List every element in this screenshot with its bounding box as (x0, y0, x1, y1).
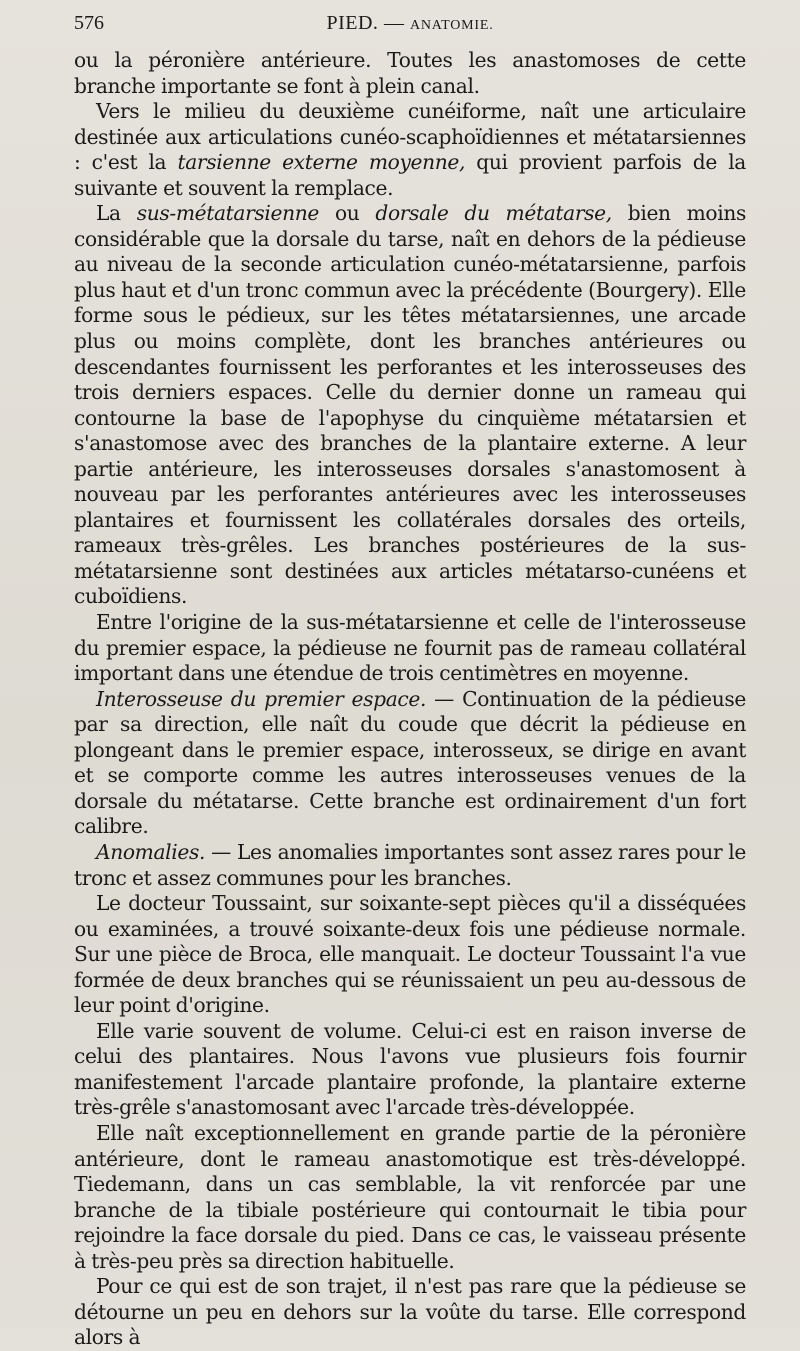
page-number: 576 (74, 12, 104, 34)
paragraph-sus-metatarsienne (74, 201, 746, 610)
paragraph-text: Elle naît exceptionnellement en grande partie de la péronière antérieure, dont le rameau anastomotique est très-développé. Tiedemann, dans un cas semblable, la vit renforcée par une branche de la tibiale postérieure qui contournait le tibia pour rejoindre la face dorsale du pied. Dans ce cas, le vaisseau présente à très-peu près sa direction habituelle. (74, 1120, 746, 1273)
paragraph-continuation (74, 48, 746, 99)
page-header (74, 12, 746, 42)
italic-term: tarsienne externe moyenne, (177, 150, 466, 175)
paragraph-text: ou la péronière antérieure. Toutes les anastomoses de cette branche importante se font à plein canal. (74, 48, 746, 98)
paragraph-text: qui provient parfois de la suivante et souvent la remplace. (74, 150, 746, 200)
paragraph-text: — Continuation de la pédieuse par sa direction, elle naît du coude que décrit la pédieuse en plongeant dans le premier espace, interosseux, se dirige en avant et se comporte comme les autres interosseuses venues de la dorsale du métatarse. Cette branche est ordinairement d'un fort calibre. (74, 686, 746, 839)
paragraph-text: ou (319, 201, 376, 226)
running-head (74, 12, 746, 35)
paragraph-text: Entre l'origine de la sus-métatarsienne et celle de l'interosseuse du premier espace, la pédieuse ne fournit pas de rameau collatéral important dans une étendue de trois centimètres en moyenne. (74, 610, 746, 686)
running-head-title: PIED. (326, 12, 379, 34)
paragraph-text: Pour ce qui est de son trajet, il n'est pas rare que la pédieuse se détourne un peu en dehors sur la voûte du tarse. Elle correspond alors à (74, 1274, 746, 1350)
paragraph-text: — Les anomalies importantes sont assez rares pour le tronc et assez communes pour les branches. (74, 839, 746, 890)
paragraph-text: Le docteur Toussaint, sur soixante-sept pièces qu'il a disséquées ou examinées, a trouvé soixante-deux fois une pédieuse normale. Sur une pièce de Broca, elle manquait. Le docteur Toussaint l'a vue formée de deux branches qui se réunissaient un peu au-dessous de leur point d'origine. (74, 891, 746, 1018)
italic-term: dorsale du métatarse, (375, 201, 612, 226)
paragraph-text: Elle varie souvent de volume. Celui-ci est en raison inverse de celui des plantaires. Nous l'avons vue plusieurs fois fournir manifestement l'arcade plantaire profonde, la plantaire externe très-grêle s'anastomosant avec l'arcade très-développée. (74, 1018, 746, 1120)
paragraph-trajet (74, 1274, 746, 1351)
body-text (74, 48, 746, 1351)
paragraph-tarsienne-externe (74, 99, 746, 201)
running-head-section: ANATOMIE. (409, 18, 494, 33)
italic-term: sus-métatarsienne (136, 201, 320, 226)
paragraph-anomalies (74, 840, 746, 891)
running-head-dash: — (383, 12, 405, 34)
paragraph-text: La (96, 201, 137, 226)
paragraph-interosseuse (74, 687, 746, 840)
paragraph-toussaint (74, 891, 746, 1019)
paragraph-volume (74, 1019, 746, 1121)
paragraph-entre-origine (74, 610, 746, 687)
paragraph-text: bien moins considérable que la dorsale du tarse, naît en dehors de la pédieuse au niveau de la seconde articulation cunéo-métatarsienne, parfois plus haut et d'un tronc commun avec la précédente (Bourgery). Elle forme sous le pédieux, sur les têtes métatarsiennes, une arcade plus ou moins complète, dont les branches antérieures ou descendantes fournissent les perforantes et les interosseuses des trois derniers espaces. Celle du dernier donne un rameau qui contourne la base de l'apophyse du cinquième métatarsien et s'anastomose avec des branches de la plantaire externe. A leur partie antérieure, les interosseuses dorsales s'anastomosent à nouveau par les perforantes antérieures avec les interosseuses plantaires et fournissent les collatérales dorsales des orteils, rameaux très-grêles. Les branches postérieures de la sus-métatarsienne sont destinées aux articles métatarso-cunéens et cuboïdiens. (74, 201, 747, 609)
paragraph-text: Vers le milieu du deuxième cunéiforme, naît une articulaire destinée aux articulations cunéo-scaphoïdiennes et métatarsiennes : c'est la (74, 99, 746, 175)
italic-heading: Anomalies. (96, 839, 206, 864)
paragraph-peroniere (74, 1121, 746, 1274)
italic-heading: Interosseuse du premier espace. (96, 686, 427, 711)
